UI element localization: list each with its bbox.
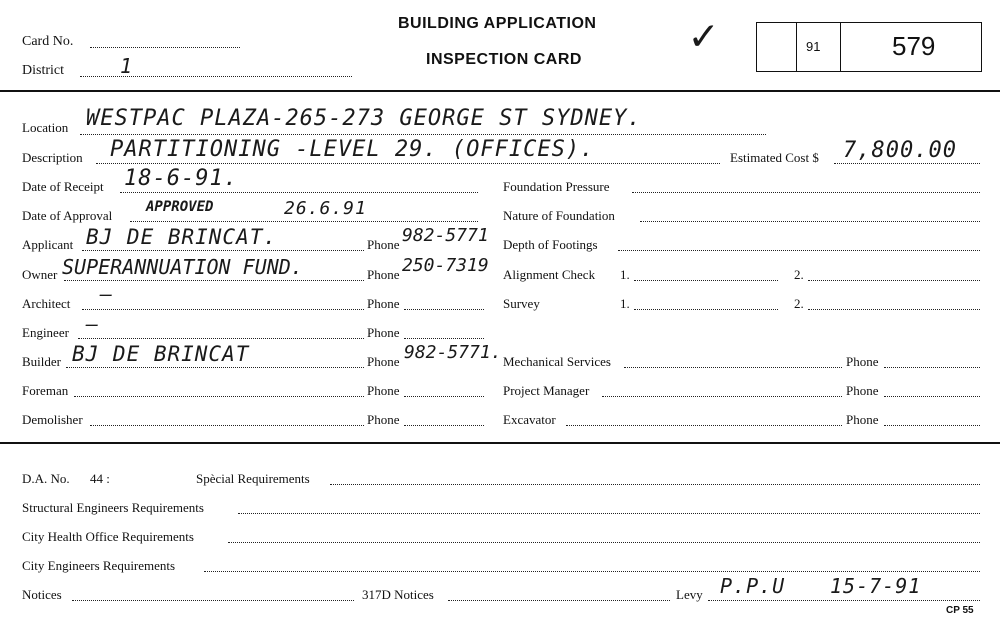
survey-label: Survey [503, 296, 540, 311]
demolisher-label: Demolisher [22, 412, 83, 427]
description-line [96, 163, 720, 164]
builder-phone-value: 982-5771. [404, 342, 502, 363]
special-requirements-line [330, 484, 980, 485]
depth-footings-label: Depth of Footings [503, 237, 598, 252]
alignment-2-line [808, 280, 980, 281]
levy-date: 15-7-91 [830, 574, 922, 598]
survey-2-line [808, 309, 980, 310]
alignment-1-label: 1. [620, 267, 630, 282]
location-line [80, 134, 766, 135]
engineer-line [78, 338, 364, 339]
district-label: District [22, 63, 64, 78]
box-divider [796, 22, 797, 72]
demolisher-line [90, 425, 364, 426]
structural-engineers-line [238, 513, 980, 514]
estimated-cost-label: Estimated Cost $ [730, 150, 819, 165]
depth-footings-line [618, 250, 980, 251]
engineer-label: Engineer [22, 325, 69, 340]
architect-label: Architect [22, 296, 71, 311]
district-value: 1 [120, 54, 134, 78]
city-health-line [228, 542, 980, 543]
card-number-box [756, 22, 982, 72]
estimated-cost-line [834, 163, 980, 164]
builder-value: BJ DE BRINCAT [72, 342, 250, 366]
foreman-phone-label: Phone [367, 383, 400, 398]
excavator-phone-label: Phone [846, 412, 879, 427]
section-divider [0, 442, 1000, 444]
card-no-line [90, 47, 240, 48]
applicant-label: Applicant [22, 237, 74, 252]
applicant-phone-value: 982-5771 [402, 225, 489, 246]
alignment-2-label: 2. [794, 267, 804, 282]
structural-engineers-label: Structural Engineers Requirements [22, 500, 204, 515]
description-label: Description [22, 150, 83, 165]
notices-label: Notices [22, 587, 62, 602]
da-no-value: 44 : [90, 471, 110, 486]
architect-line [82, 309, 364, 310]
notices-317d-line [448, 600, 670, 601]
description-value: PARTITIONING -LEVEL 29. (OFFICES). [110, 137, 595, 162]
location-label: Location [22, 120, 69, 135]
levy-label: Levy [676, 587, 703, 602]
excavator-label: Excavator [503, 412, 556, 427]
date-receipt-label: Date of Receipt [22, 179, 104, 194]
builder-label: Builder [22, 354, 61, 369]
excavator-line [566, 425, 842, 426]
survey-2-label: 2. [794, 296, 804, 311]
levy-value: P.P.U [720, 574, 786, 598]
year-value: 91 [806, 39, 821, 54]
mechanical-phone-label: Phone [846, 354, 879, 369]
notices-line [72, 600, 354, 601]
header-divider [0, 90, 1000, 92]
architect-value: — [100, 282, 114, 306]
alignment-check-label: Alignment Check [503, 267, 596, 282]
date-approval-label: Date of Approval [22, 208, 113, 223]
nature-foundation-label: Nature of Foundation [503, 208, 615, 223]
engineer-phone-label: Phone [367, 325, 400, 340]
foreman-label: Foreman [22, 383, 69, 398]
form-code: CP 55 [946, 605, 974, 616]
mechanical-services-label: Mechanical Services [503, 354, 611, 369]
city-health-label: City Health Office Requirements [22, 529, 194, 544]
project-manager-phone-line [884, 396, 980, 397]
card-number-value: 579 [892, 31, 936, 61]
owner-value: SUPERANNUATION FUND. [62, 255, 303, 279]
owner-phone-value: 250-7319 [402, 255, 489, 276]
special-requirements-label: Spècial Requirements [196, 471, 310, 486]
estimated-cost-value: 7,800.00 [843, 138, 957, 163]
architect-phone-line [404, 309, 484, 310]
title-line2: INSPECTION CARD [426, 51, 582, 68]
engineer-value: — [86, 312, 100, 336]
owner-phone-label: Phone [367, 267, 400, 282]
architect-phone-label: Phone [367, 296, 400, 311]
foundation-pressure-line [632, 192, 980, 193]
applicant-phone-label: Phone [367, 237, 400, 252]
date-approval-value: 26.6.91 [284, 198, 367, 219]
foreman-phone-line [404, 396, 484, 397]
applicant-line [82, 250, 364, 251]
card-no-label: Card No. [22, 34, 74, 49]
builder-line [66, 367, 364, 368]
title-line1: BUILDING APPLICATION [398, 15, 597, 32]
excavator-phone-line [884, 425, 980, 426]
approved-stamp: APPROVED [146, 199, 214, 215]
date-receipt-line [120, 192, 478, 193]
mechanical-phone-line [884, 367, 980, 368]
alignment-1-line [634, 280, 778, 281]
location-value: WESTPAC PLAZA-265-273 GEORGE ST SYDNEY. [86, 106, 642, 131]
nature-foundation-line [640, 221, 980, 222]
foundation-pressure-label: Foundation Pressure [503, 179, 610, 194]
date-receipt-value: 18-6-91. [124, 166, 238, 191]
project-manager-phone-label: Phone [846, 383, 879, 398]
notices-317d-label: 317D Notices [362, 587, 434, 602]
city-engineers-line [204, 571, 980, 572]
box-divider [840, 22, 841, 72]
engineer-phone-line [404, 338, 484, 339]
da-no-label: D.A. No. [22, 471, 70, 486]
check-mark: ✓ [690, 10, 718, 61]
owner-line [64, 280, 364, 281]
survey-1-label: 1. [620, 296, 630, 311]
date-approval-line [130, 221, 478, 222]
project-manager-label: Project Manager [503, 383, 590, 398]
builder-phone-label: Phone [367, 354, 400, 369]
foreman-line [74, 396, 364, 397]
owner-label: Owner [22, 267, 58, 282]
mechanical-services-line [624, 367, 842, 368]
city-engineers-label: City Engineers Requirements [22, 558, 176, 573]
demolisher-phone-label: Phone [367, 412, 400, 427]
demolisher-phone-line [404, 425, 484, 426]
project-manager-line [602, 396, 842, 397]
levy-line [708, 600, 980, 601]
survey-1-line [634, 309, 778, 310]
applicant-value: BJ DE BRINCAT. [86, 225, 278, 249]
